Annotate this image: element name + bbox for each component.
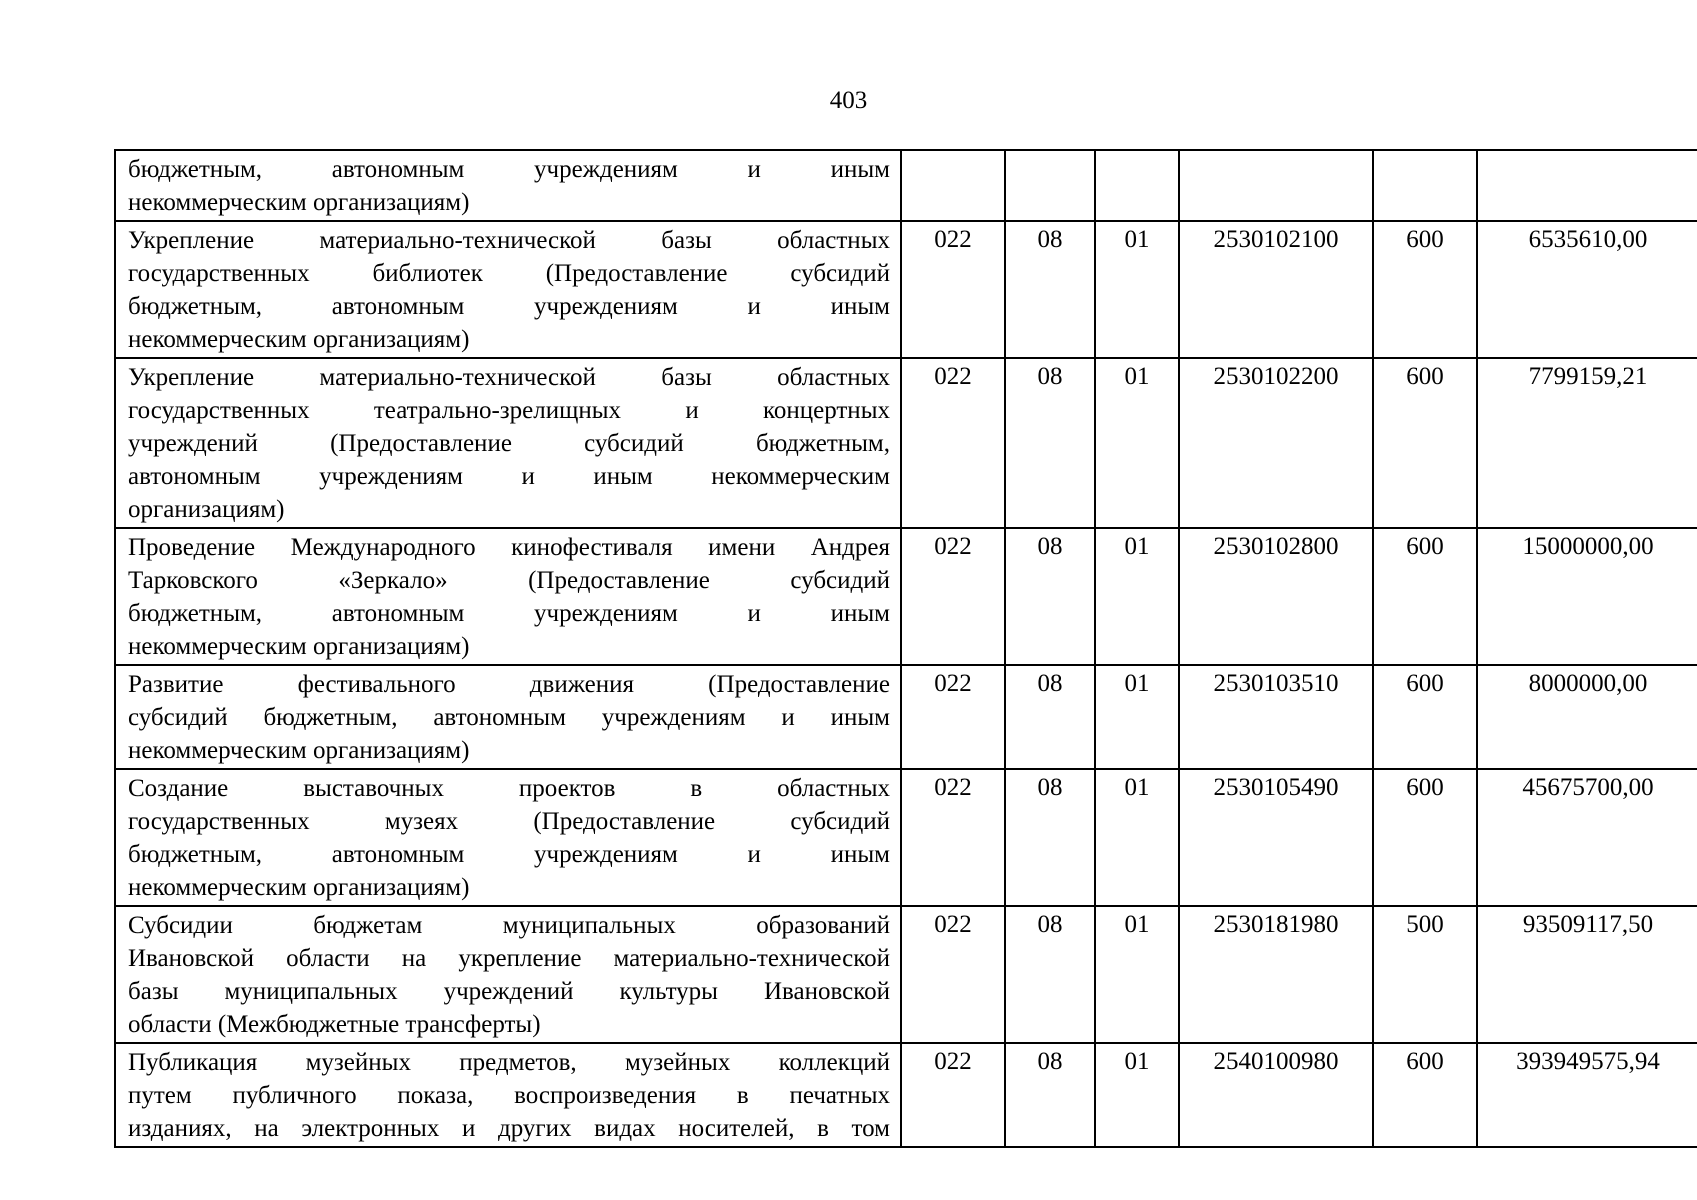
description-line: бюджетным, автономным учреждениям и иным [128,600,890,627]
section-code-cell: 08 [1005,528,1095,665]
subsection-code-cell: 01 [1095,1043,1179,1147]
expense-type-cell: 500 [1373,906,1477,1043]
description-cell [115,906,901,1043]
description-line: Субсидии бюджетам муниципальных образований [128,912,890,939]
amount-cell: 45675700,00 [1477,769,1697,906]
amount-cell: 7799159,21 [1477,358,1697,528]
description-cell [115,528,901,665]
target-article-cell: 2530105490 [1179,769,1373,906]
description-line: Ивановской области на укрепление материально-технической [128,945,890,972]
ministry-code-cell [901,150,1005,221]
description-line: Тарковского «Зеркало» (Предоставление субсидий [128,567,890,594]
section-code-cell: 08 [1005,1043,1095,1147]
section-code-cell: 08 [1005,358,1095,528]
description-line: организациям) [128,496,285,523]
description-cell [115,769,901,906]
description-cell [115,1043,901,1147]
table-row [115,665,1697,769]
section-code-cell [1005,150,1095,221]
subsection-code-cell: 01 [1095,665,1179,769]
description-line: государственных библиотек (Предоставление субсидий [128,260,890,287]
table-body [115,150,1697,1147]
amount-cell: 93509117,50 [1477,906,1697,1043]
subsection-code-cell: 01 [1095,528,1179,665]
description-cell [115,150,901,221]
amount-cell: 393949575,94 [1477,1043,1697,1147]
page-number: 403 [829,87,868,114]
description-line: некоммерческим организациям) [128,189,470,216]
subsection-code-cell: 01 [1095,906,1179,1043]
description-line: некоммерческим организациям) [128,633,470,660]
table-row [115,769,1697,906]
amount-cell: 6535610,00 [1477,221,1697,358]
description-cell [115,358,901,528]
description-line: Проведение Международного кинофестиваля имени Андрея [128,534,890,561]
description-cell [115,665,901,769]
ministry-code-cell: 022 [901,906,1005,1043]
description-line: области (Межбюджетные трансферты) [128,1011,541,1038]
amount-cell [1477,150,1697,221]
table-row [115,1043,1697,1147]
target-article-cell: 2530181980 [1179,906,1373,1043]
ministry-code-cell: 022 [901,528,1005,665]
target-article-cell: 2530103510 [1179,665,1373,769]
description-line: изданиях, на электронных и других видах носителей, в том [128,1115,890,1142]
ministry-code-cell: 022 [901,665,1005,769]
description-line: Развитие фестивального движения (Предоставление [128,671,890,698]
expense-type-cell: 600 [1373,1043,1477,1147]
section-code-cell: 08 [1005,769,1095,906]
ministry-code-cell: 022 [901,358,1005,528]
ministry-code-cell: 022 [901,1043,1005,1147]
section-code-cell: 08 [1005,221,1095,358]
description-cell [115,221,901,358]
description-line: бюджетным, автономным учреждениям и иным [128,293,890,320]
description-line: Публикация музейных предметов, музейных коллекций [128,1049,890,1076]
table-row [115,358,1697,528]
description-line: бюджетным, автономным учреждениям и иным [128,156,890,183]
table-row [115,906,1697,1043]
expense-type-cell: 600 [1373,665,1477,769]
table-row [115,528,1697,665]
section-code-cell: 08 [1005,906,1095,1043]
description-line: учреждений (Предоставление субсидий бюджетным, [128,430,890,457]
subsection-code-cell: 01 [1095,221,1179,358]
expense-type-cell: 600 [1373,769,1477,906]
expense-type-cell: 600 [1373,221,1477,358]
description-line: государственных театрально-зрелищных и концертных [128,397,890,424]
ministry-code-cell: 022 [901,221,1005,358]
budget-table [114,149,1697,1148]
subsection-code-cell: 01 [1095,769,1179,906]
target-article-cell: 2530102100 [1179,221,1373,358]
amount-cell: 8000000,00 [1477,665,1697,769]
description-line: субсидий бюджетным, автономным учреждениям и иным [128,704,890,731]
description-line: путем публичного показа, воспроизведения в печатных [128,1082,890,1109]
amount-cell: 15000000,00 [1477,528,1697,665]
description-line: Создание выставочных проектов в областных [128,775,890,802]
target-article-cell: 2540100980 [1179,1043,1373,1147]
table-row [115,150,1697,221]
description-line: базы муниципальных учреждений культуры Ивановской [128,978,890,1005]
description-line: Укрепление материально-технической базы областных [128,227,890,254]
description-line: некоммерческим организациям) [128,326,470,353]
expense-type-cell: 600 [1373,358,1477,528]
description-line: бюджетным, автономным учреждениям и иным [128,841,890,868]
description-line: некоммерческим организациям) [128,737,470,764]
subsection-code-cell [1095,150,1179,221]
description-line: Укрепление материально-технической базы областных [128,364,890,391]
section-code-cell: 08 [1005,665,1095,769]
expense-type-cell: 600 [1373,528,1477,665]
description-line: государственных музеях (Предоставление субсидий [128,808,890,835]
ministry-code-cell: 022 [901,769,1005,906]
target-article-cell [1179,150,1373,221]
subsection-code-cell: 01 [1095,358,1179,528]
description-line: некоммерческим организациям) [128,874,470,901]
description-line: автономным учреждениям и иным некоммерческим [128,463,890,490]
target-article-cell: 2530102200 [1179,358,1373,528]
target-article-cell: 2530102800 [1179,528,1373,665]
expense-type-cell [1373,150,1477,221]
table-row [115,221,1697,358]
